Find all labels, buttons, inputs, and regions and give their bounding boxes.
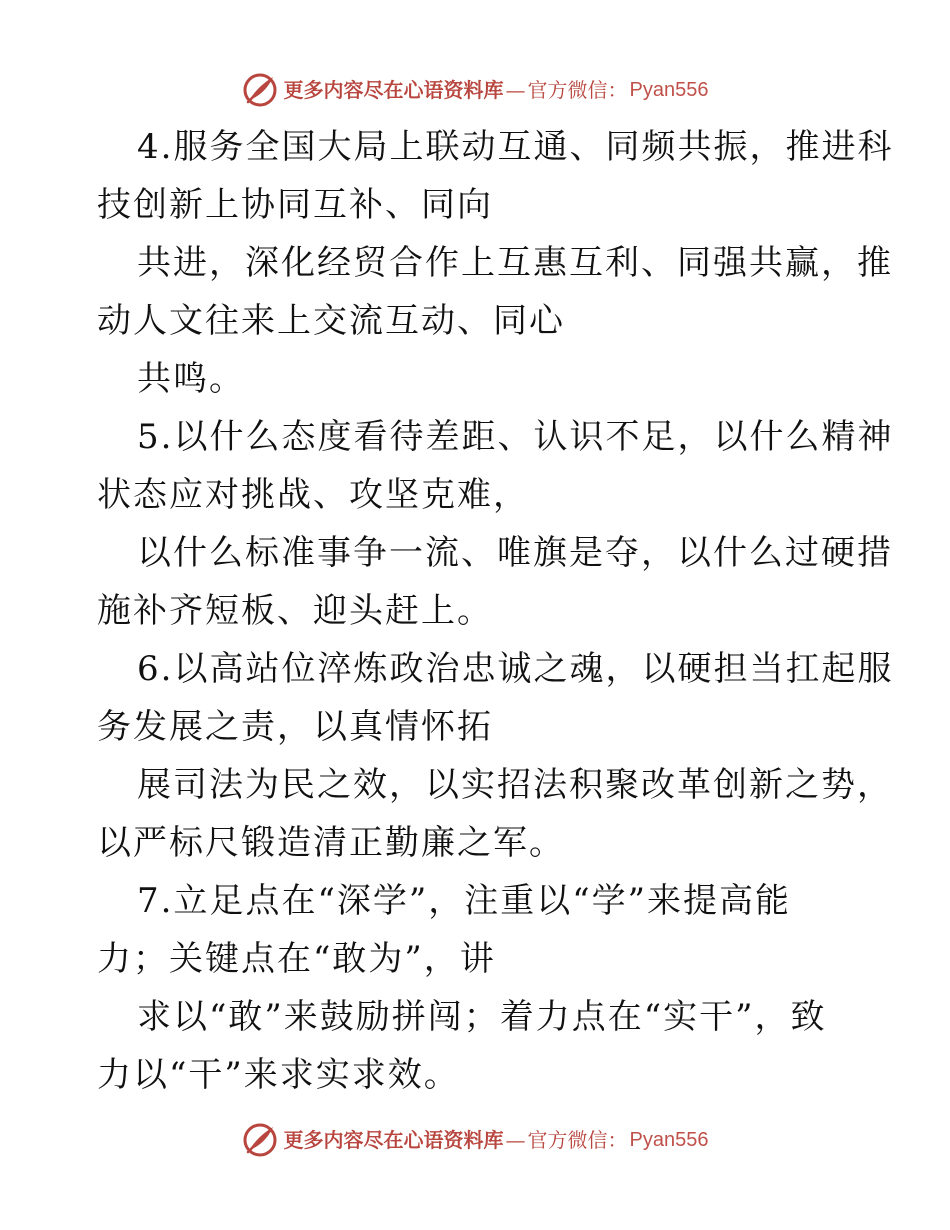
text-line: 动人文往来上交流互动、同心 <box>97 301 565 341</box>
text-line: 务发展之责，以真情怀拓 <box>97 707 493 747</box>
quill-logo-icon <box>242 72 278 108</box>
watermark-wechat-id: Pyan556 <box>629 79 709 101</box>
text-line: 4.服务全国大局上联动互通、同频共振，推进科 <box>137 127 894 167</box>
watermark-wechat-label: 官方微信： <box>527 1128 628 1152</box>
watermark-text: 更多内容尽在心语资料库 <box>283 78 504 102</box>
text-line: 6.以高站位淬炼政治忠诚之魂，以硬担当扛起服 <box>137 649 894 689</box>
text-line: 共进，深化经贸合作上互惠互利、同强共赢，推 <box>137 243 893 283</box>
watermark-wechat-id: Pyan556 <box>629 1129 709 1151</box>
watermark-text: 更多内容尽在心语资料库 <box>283 1128 504 1152</box>
watermark-dash: — <box>505 1128 526 1152</box>
text-line: 施补齐短板、迎头赶上。 <box>97 591 493 631</box>
watermark-wechat-label: 官方微信： <box>527 78 628 102</box>
text-line: 以什么标准事争一流、唯旗是夺，以什么过硬措 <box>137 533 893 573</box>
text-line: 力；关键点在“敢为”，讲 <box>97 939 496 979</box>
body-text <box>97 118 894 1104</box>
watermark-dash: — <box>505 78 526 102</box>
text-line: 力以“干”来求实求效。 <box>97 1055 460 1095</box>
text-line: 状态应对挑战、攻坚克难， <box>97 475 529 515</box>
text-line: 技创新上协同互补、同向 <box>97 185 493 225</box>
quill-logo-icon <box>242 1122 278 1158</box>
text-line: 5.以什么态度看待差距、认识不足，以什么精神 <box>137 417 894 457</box>
footer-watermark <box>0 1118 950 1162</box>
header-watermark <box>0 68 950 112</box>
text-line: 求以“敢”来鼓励拼闯；着力点在“实干”，致 <box>137 997 827 1037</box>
text-line: 以严标尺锻造清正勤廉之军。 <box>97 823 565 863</box>
text-line: 共鸣。 <box>137 359 245 399</box>
text-line: 展司法为民之效，以实招法积聚改革创新之势， <box>137 765 893 805</box>
text-line: 7.立足点在“深学”，注重以“学”来提高能 <box>137 881 791 921</box>
